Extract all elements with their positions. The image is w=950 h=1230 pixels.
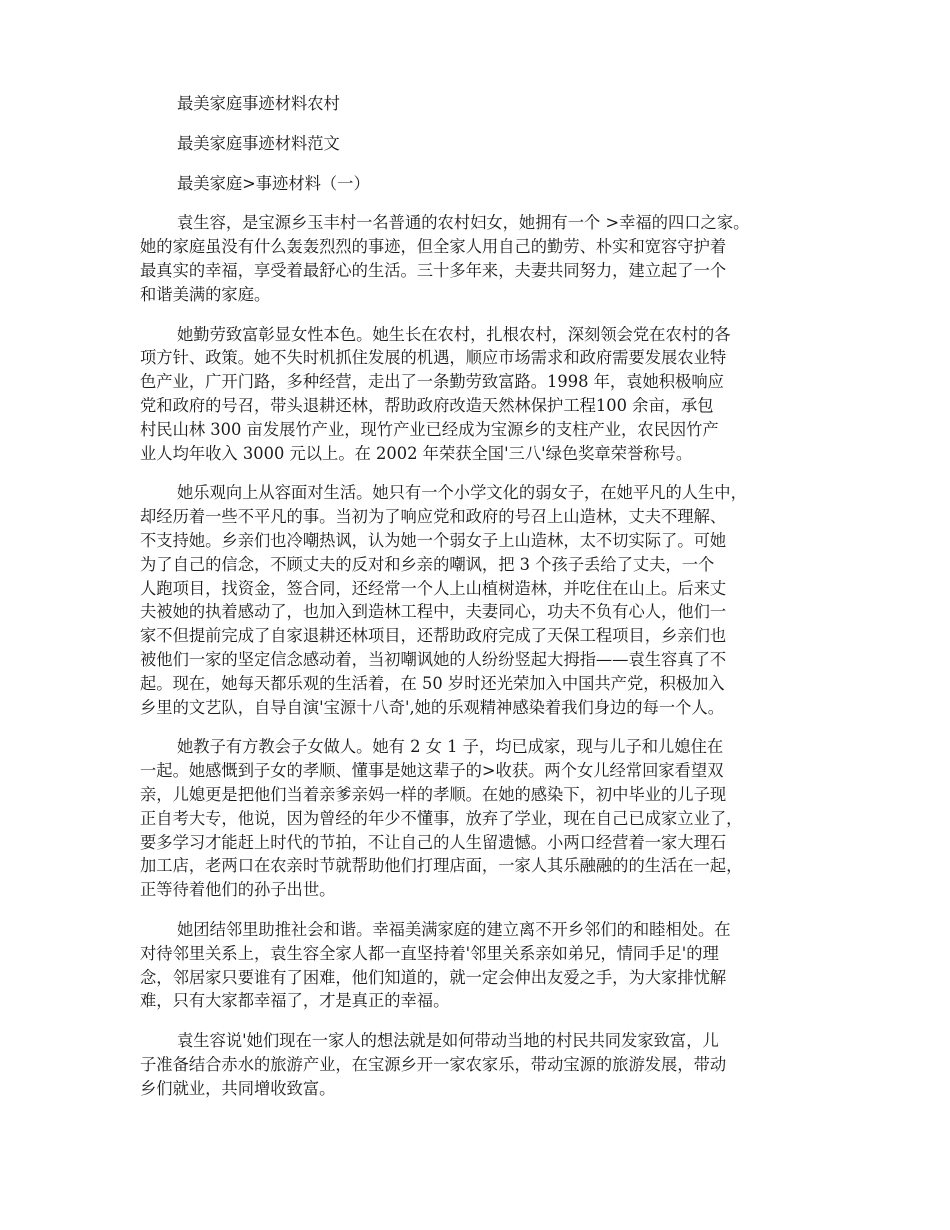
- paragraph-line: 正自考大专，他说，因为曾经的年少不懂事，放弃了学业，现在自己已成家立业了，: [140, 808, 743, 828]
- paragraph-line: 家不但提前完成了自家退耕还林项目，还帮助政府完成了天保工程项目，乡亲们也: [140, 626, 727, 646]
- paragraph-line: 她乐观向上从容面对生活。她只有一个小学文化的弱女子，在她平凡的人生中，: [177, 483, 747, 503]
- body-paragraph: [140, 323, 820, 466]
- paragraph-line: 她团结邻里助推社会和谐。幸福美满家庭的建立离不开乡邻们的和睦相处。在: [177, 919, 731, 939]
- paragraph-line: 乡们就业，共同增收致富。: [140, 1078, 336, 1098]
- paragraph-line: 袁生容，是宝源乡玉丰村一名普通的农村妇女，她拥有一个 >幸福的四口之家。: [177, 213, 750, 233]
- paragraph-line: 和谐美满的家庭。: [140, 284, 271, 304]
- paragraph-line: 业人均年收入 3000 元以上。在 2002 年荣获全国'三八'绿色奖章荣誉称号。: [140, 443, 693, 463]
- document-section-heading: 最美家庭>事迹材料（一）: [177, 173, 370, 193]
- body-paragraph: [140, 481, 820, 719]
- paragraph-line: 为了自己的信念，不顾丈夫的反对和乡亲的嘲讽，把 3 个孩子丢给了丈夫，一个: [140, 554, 715, 574]
- paragraph-line: 难，只有大家都幸福了，才是真正的幸福。: [140, 991, 450, 1011]
- document-body: [140, 211, 820, 1100]
- paragraph-line: 正等待着他们的孙子出世。: [140, 880, 336, 900]
- body-paragraph: [140, 211, 820, 306]
- paragraph-line: 色产业，广开门路，多种经营，走出了一条勤劳致富路。1998 年，袁她积极响应: [140, 372, 724, 392]
- paragraph-line: 夫被她的执着感动了，也加入到造林工程中，夫妻同心，功夫不负有心人，他们一: [140, 602, 727, 622]
- paragraph-line: 她教子有方教会子女做人。她有 2 女 1 子，均已成家，现与儿子和儿媳住在: [177, 737, 724, 757]
- paragraph-line: 党和政府的号召，带头退耕还林，帮助政府改造天然林保护工程100 余亩，承包: [140, 395, 714, 415]
- paragraph-line: 她的家庭虽没有什么轰轰烈烈的事迹，但全家人用自己的勤劳、朴实和宽容守护着: [140, 237, 727, 257]
- paragraph-line: 却经历着一些不平凡的事。当初为了响应党和政府的号召上山造林，丈夫不理解、: [140, 507, 727, 527]
- heading-list: [140, 92, 820, 195]
- document-title: 最美家庭事迹材料农村: [177, 94, 340, 113]
- paragraph-line: 乡里的文艺队，自导自演'宝源十八奇',她的乐观精神感染着我们身边的每一个人。: [140, 697, 724, 717]
- body-paragraph: [140, 918, 820, 1013]
- paragraph-line: 对待邻里关系上，袁生容全家人都一直坚持着'邻里关系亲如弟兄，情同手足'的理: [140, 943, 719, 963]
- paragraph-line: 要多学习才能赶上时代的节拍，不让自己的人生留遗憾。小两口经营着一家大理石: [140, 832, 727, 852]
- body-paragraph: [140, 1029, 820, 1100]
- paragraph-line: 加工店，老两口在农亲时节就帮助他们打理店面，一家人其乐融融的的生活在一起，: [140, 856, 743, 876]
- document-page: [140, 92, 820, 1116]
- paragraph-line: 最真实的幸福，享受着最舒心的生活。三十多年来，夫妻共同努力，建立起了一个: [140, 260, 727, 280]
- body-paragraph: [140, 735, 820, 902]
- paragraph-line: 项方针、政策。她不失时机抓住发展的机遇，顺应市场需求和政府需要发展农业特: [140, 348, 727, 368]
- paragraph-line: 念，邻居家只要谁有了困难，他们知道的，就一定会伸出友爱之手，为大家排忧解: [140, 967, 727, 987]
- paragraph-line: 被他们一家的坚定信念感动着，当初嘲讽她的人纷纷竖起大拇指——袁生容真了不: [140, 649, 727, 669]
- paragraph-line: 村民山林 300 亩发展竹产业，现竹产业已经成为宝源乡的支柱产业，农民因竹产: [140, 419, 719, 439]
- paragraph-line: 子准备结合赤水的旅游产业，在宝源乡开一家农家乐，带动宝源的旅游发展，带动: [140, 1054, 727, 1074]
- paragraph-line: 她勤劳致富彰显女性本色。她生长在农村，扎根农村，深刻领会党在农村的各: [177, 324, 731, 344]
- document-subtitle: 最美家庭事迹材料范文: [177, 133, 340, 153]
- paragraph-line: 起。现在，她每天都乐观的生活着，在 50 岁时还光荣加入中国共产党，积极加入: [140, 673, 725, 693]
- paragraph-line: 人跑项目，找资金，签合同，还经常一个人上山植树造林，并吃住在山上。后来丈: [140, 578, 727, 598]
- paragraph-line: 袁生容说'她们现在一家人的想法就是如何带动当地的村民共同发家致富，儿: [177, 1031, 719, 1051]
- paragraph-line: 不支持她。乡亲们也冷嘲热讽，认为她一个弱女子上山造林，太不切实际了。可她: [140, 530, 727, 550]
- paragraph-line: 亲，儿媳更是把他们当着亲爹亲妈一样的孝顺。在她的感染下，初中毕业的儿子现: [140, 784, 727, 804]
- paragraph-line: 一起。她感慨到子女的孝顺、懂事是她这辈子的>收获。两个女儿经常回家看望双: [140, 761, 724, 781]
